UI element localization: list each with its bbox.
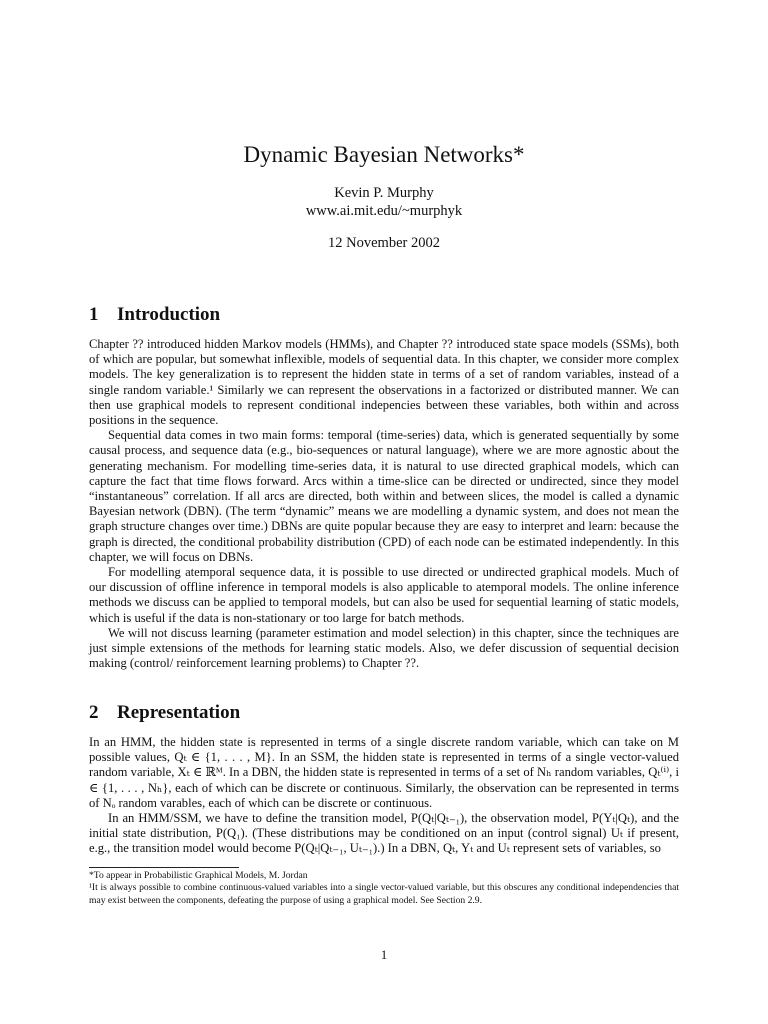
paragraph: For modelling atemporal sequence data, it is possible to use directed or undirected graphical models. Much of our discussion of offline inference in temporal models is also applicable to atemporal models. The online inference methods we discuss can be applied to temporal models, but can also be used for sequential learning of static models, which is useful if the data is non-stationary or too large for batch methods.: [89, 565, 679, 625]
paragraph: We will not discuss learning (parameter estimation and model selection) in this chapter, since the techniques are just simple extensions of the methods for learning static models. Also, we defer discussion of sequential decision making (control/ reinforcement learning problems) to Chapter ??.: [89, 625, 679, 671]
section-title: Introduction: [117, 304, 221, 325]
footnote: *To appear in Probabilistic Graphical Models, M. Jordan: [89, 870, 308, 881]
paragraph: In an HMM/SSM, we have to define the transition model, P(Qₜ|Qₜ₋₁), the observation model, P(Yₜ|Qₜ), and the initial state distribution, P(Q₁). (These distributions may be conditioned on an input (control signal) Uₜ if present, e.g., the transition model would become P(Qₜ|Qₜ₋₁, Uₜ₋₁).) In a DBN, Qₜ, Yₜ and Uₜ represent sets of variables, so: [89, 811, 679, 856]
section-heading: [89, 303, 679, 327]
footnote: ¹It is always possible to combine continuous-valued variables into a single vector-valued variable, but this obscures any conditional independencies that may exist between the components, defeating the purpose of using a graphical model. See Section 2.9.: [89, 882, 679, 906]
section-number: 2: [89, 702, 99, 723]
section-heading: [89, 701, 679, 725]
page-number: 1: [380, 948, 388, 962]
paragraph: Chapter ?? introduced hidden Markov models (HMMs), and Chapter ?? introduced state space models (SSMs), both of which are popular, but somewhat inflexible, models of sequential data. In this chapter, we consider more complex models. The key generalization is to represent the hidden state in terms of a set of random variables, instead of a single random variable.¹ Similarly we can represent the observations in a factorized or distributed manner. We can then use graphical models to represent conditional indepencies between these variables, both within and across positions in the sequence.: [89, 337, 679, 428]
section-introduction: [89, 303, 679, 671]
title-block: [0, 140, 768, 252]
section-title: Representation: [117, 702, 241, 723]
paragraph: Sequential data comes in two main forms: temporal (time-series) data, which is generated sequentially by some causal process, and sequence data (e.g., bio-sequences or natural language), where we are more agnostic about the generating mechanism. For modelling time-series data, it is natural to use directed graphical models, which can capture the fact that time flows forward. Arcs within a time-slice can be directed or undirected, since they model “instantaneous” correlation. If all arcs are directed, both within and between slices, the model is called a dynamic Bayesian network (DBN). (The term “dynamic” means we are modelling a dynamic system, and does not mean the graph structure changes over time.) DBNs are quite popular because they are easy to interpret and learn: because the graph is directed, the conditional probability distribution (CPD) of each node can be estimated independently. In this chapter, we will focus on DBNs.: [89, 428, 679, 564]
paper-title: Dynamic Bayesian Networks*: [243, 142, 525, 167]
author-url: www.ai.mit.edu/~murphyk: [305, 203, 463, 219]
paragraph: In an HMM, the hidden state is represented in terms of a single discrete random variable, which can take on M possible values, Qₜ ∈ {1, . . . , M}. In an SSM, the hidden state is represented in terms of a single vector-valued random variable, Xₜ ∈ ℝᴹ. In a DBN, the hidden state is represented in terms of a set of Nₕ random variables, Qₜ⁽ⁱ⁾, i ∈ {1, . . . , Nₕ}, each of which can be discrete or continuous. Similarly, the observation can be represented in terms of Nₒ random varables, each of which can be discrete or continuous.: [89, 735, 679, 810]
author-name: Kevin P. Murphy: [334, 185, 434, 201]
footnote-divider: [89, 867, 239, 868]
section-representation: [89, 701, 679, 857]
footnotes: [89, 870, 679, 907]
section-number: 1: [89, 304, 99, 325]
paper-date: 12 November 2002: [328, 235, 440, 251]
